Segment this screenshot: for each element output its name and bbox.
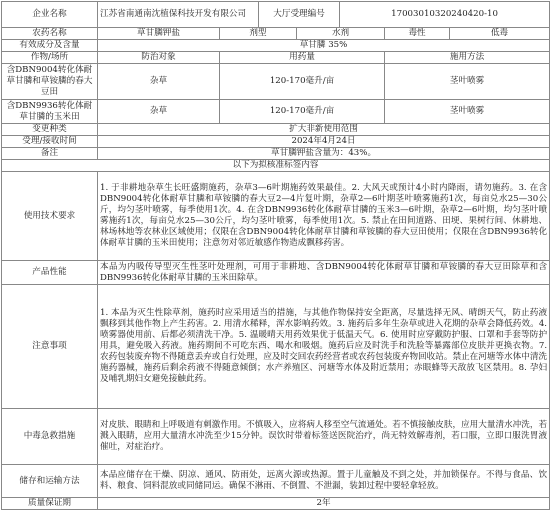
- performance-row: [2, 261, 550, 285]
- usage-row: [2, 100, 550, 124]
- first-aid-row: [2, 409, 550, 465]
- usage-header-row: [2, 52, 550, 64]
- usage-target: 杂草: [98, 64, 220, 100]
- usage-row: [2, 64, 550, 100]
- performance-text: 本品为内吸传导型灭生性茎叶处理剂，可用于非耕地、含DBN9004转化体耐草甘膦和草铵膦的春大豆田除草和含DBN9936转化体耐草甘膦的玉米田除草。: [98, 261, 550, 285]
- change-row: [2, 124, 550, 136]
- first-aid-text: 对皮肤、眼睛和上呼吸道有刺激作用。不慎吸入，应将病人移至空气流通处。若不慎接触皮肤，应用大量清水冲洗，若溅入眼睛，应用大量清水冲洗至少15分钟。误饮时带着标签送医院治疗，尚无特效解毒剂，若口服，立即口服洗胃液催吐，对症治疗。: [98, 409, 550, 465]
- product-label: 农药名称: [2, 28, 98, 40]
- usage-header-target: 防治对象: [98, 52, 220, 64]
- usage-method: 茎叶喷雾: [385, 64, 550, 100]
- formulation-label: 剂型: [220, 28, 297, 40]
- ingredient-value: 草甘膦 35%: [98, 40, 550, 52]
- tech-text: 1. 于非耕地杂草生长旺盛期施药，杂草3—6叶期施药效果最佳。2. 大风天或预计4小时内降雨，请勿施药。3. 在含DBN9004转化体耐草甘膦和草铵膦的春大豆2—4片复叶期，杂草2—6叶期茎叶喷雾施药1次，每亩兑水25—30公斤，均匀茎叶喷雾，每季使用1次。4. 在含DBN9936转化体耐草甘膦的玉米3—6叶期，杂草2—6叶期，均匀茎叶喷雾施药1次，每亩兑水25—30公斤，均匀茎叶喷雾，每季使用1次。5. 禁止在田间道路、田埂、果树行间、休耕地、林场林地等农林业区域使用；仅限在含DBN9004转化体耐草甘膦和草铵膦的春大豆田使用；仅限在含DBN9936转化体耐草甘膦的玉米田使用；注意勿对邻近敏感作物造成飘移药害。: [98, 172, 550, 261]
- label-title: 以下为拟核准标签内容: [2, 160, 550, 172]
- shelf-life-label: 质量保证期: [2, 498, 98, 510]
- tech-row: [2, 172, 550, 261]
- usage-method: 茎叶喷雾: [385, 100, 550, 124]
- change-value: 扩大非新使用范围: [98, 124, 550, 136]
- tech-label: 使用技术要求: [2, 172, 98, 261]
- company-row: [2, 2, 550, 28]
- label-title-row: [2, 160, 550, 172]
- company-label: 企业名称: [2, 2, 98, 28]
- pesticide-registration-table: [1, 1, 550, 510]
- toxicity-value: 低毒: [450, 28, 550, 40]
- date-row: [2, 136, 550, 148]
- note-label: 备注: [2, 148, 98, 160]
- first-aid-label: 中毒急救措施: [2, 409, 98, 465]
- company-name: 江苏省南通南沈植保科技开发有限公司: [98, 2, 259, 28]
- usage-crop: 含DBN9004转化体耐草甘膦和草铵膦的春大豆田: [2, 64, 98, 100]
- storage-row: [2, 465, 550, 498]
- product-name: 草甘膦钾盐: [98, 28, 220, 40]
- usage-target: 杂草: [98, 100, 220, 124]
- shelf-life-row: [2, 498, 550, 510]
- change-label: 变更种类: [2, 124, 98, 136]
- formulation-value: 水剂: [297, 28, 385, 40]
- note-value: 草甘膦钾盐含量为：43%。: [98, 148, 550, 160]
- storage-text: 本品应储存在干燥、阴凉、通风、防雨处，远离火源或热源。置于儿童触及不到之处，并加锁保存。不得与食品、饮料、粮食、饲料混放或同储同运。确保不淋雨、不倒置、不泄漏，装卸过程中要轻拿轻放。: [98, 465, 550, 498]
- usage-dose: 120-170毫升/亩: [220, 64, 385, 100]
- usage-header-crop: 作物/场所: [2, 52, 98, 64]
- usage-dose: 120-170毫升/亩: [220, 100, 385, 124]
- usage-header-method: 施用方法: [385, 52, 550, 64]
- caution-text: 1. 本品为灭生性除草剂，施药时应采用适当的措施，与其他作物保持安全距离，尽量选择无风、晴朗天气，防止药液飘移到其他作物上产生药害。2. 用清水稀释，浑水影响药效。3. 施药后多年生杂草或进入花期的杂草会降低药效。4. 喷雾器使用前、后都必须清洗干净。5. 温暖晴天用药效果优于低温天气。6. 使用时应穿戴防护服、口罩和手套等防护用具，避免吸入药液。施药期间不可吃东西、喝水和吸烟。施药后应及时洗手和洗脸等暴露部位皮肤并更换衣物。7. 农药包装废弃物不得随意丢弃或自行处理，应及时交回农药经营者或农药包装废弃物回收站。禁止在河塘等水体中清洗施药器械，施药后剩余药液不得随意倾倒；水产养殖区、河塘等水体及附近禁用；赤眼蜂等天敌放飞区禁用。8. 孕妇及哺乳期妇女避免接触此药。: [98, 285, 550, 409]
- reg-no-value: 17003010320240420-10: [340, 2, 550, 28]
- usage-header-dose: 用药量: [220, 52, 385, 64]
- product-row: [2, 28, 550, 40]
- date-value: 2024年4月24日: [98, 136, 550, 148]
- performance-label: 产品性能: [2, 261, 98, 285]
- toxicity-label: 毒性: [385, 28, 450, 40]
- usage-crop: 含DBN9936转化体耐草甘膦的玉米田: [2, 100, 98, 124]
- note-row: [2, 148, 550, 160]
- date-label: 受理/接收时间: [2, 136, 98, 148]
- caution-label: 注意事项: [2, 285, 98, 409]
- shelf-life-value: 2年: [98, 498, 550, 510]
- ingredient-row: [2, 40, 550, 52]
- storage-label: 储存和运输方法: [2, 465, 98, 498]
- caution-row: [2, 285, 550, 409]
- ingredient-label: 有效成分及含量: [2, 40, 98, 52]
- reg-no-label: 大厅受理编号: [259, 2, 340, 28]
